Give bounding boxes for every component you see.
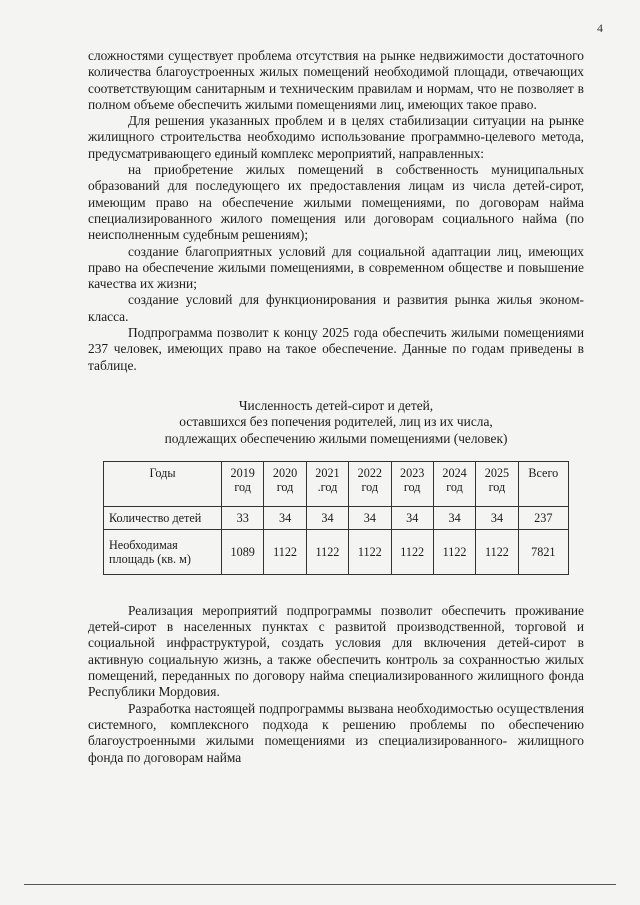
table-row-required-area <box>104 529 569 574</box>
paragraph-1: сложностями существует проблема отсутствия на рынке недвижимости достаточного количества благоустроенных жилых помещений необходимой площади, отвечающих соответствующим санитарным и техническим правилам и нормам, что не позволяет в полном объеме обеспечить жилыми помещениями лиц, имеющих такое право. <box>88 48 584 112</box>
page-bottom-rule <box>24 884 616 885</box>
header-years-label: Годы <box>104 461 222 506</box>
header-year-2024: 2024 год <box>433 461 475 506</box>
header-year-2020: 2020 год <box>264 461 306 506</box>
table-row-children-count <box>104 506 569 529</box>
table-cell: 33 <box>222 506 264 529</box>
table-cell: 1122 <box>391 529 433 574</box>
row-label: Необходимая площадь (кв. м) <box>104 529 222 574</box>
table-cell: 1122 <box>349 529 391 574</box>
paragraph-6: Подпрограмма позволит к концу 2025 года обеспечить жилыми помещениями 237 человек, имеющих право на такое обеспечение. Данные по годам приведены в таблице. <box>88 325 584 373</box>
table-cell: 34 <box>306 506 348 529</box>
data-table <box>103 461 569 575</box>
table-cell: 1122 <box>306 529 348 574</box>
paragraph-2: Для решения указанных проблем и в целях стабилизации ситуации на рынке жилищного строительства необходимо использование программно-целевого метода, предусматривающего единый комплекс мероприятий, направленных: <box>88 113 584 161</box>
table-cell: 1122 <box>264 529 306 574</box>
header-year-2023: 2023 год <box>391 461 433 506</box>
page-number: 4 <box>597 21 603 35</box>
header-year-2021: 2021 .год <box>306 461 348 506</box>
table-cell: 34 <box>476 506 518 529</box>
paragraph-5: создание условий для функционирования и развития рынка жилья эконом-класса. <box>88 292 584 324</box>
paragraph-8: Разработка настоящей подпрограммы вызвана необходимостью осуществления системного, комплексного подхода к решению проблемы по обеспечению благоустроенными жилыми помещениями из специализированного- жилищного фонда по договорам найма <box>88 700 584 765</box>
header-year-2019: 2019 год <box>222 461 264 506</box>
table-cell: 34 <box>433 506 475 529</box>
table-cell: 34 <box>391 506 433 529</box>
header-total: Всего <box>518 461 568 506</box>
document-body <box>88 48 584 766</box>
paragraph-7: Реализация мероприятий подпрограммы позволит обеспечить проживание детей-сирот в населенных пунктах с развитой производственной, торговой и социальной инфраструктурой, создать условия для включения детей-сирот в активную социальную жизнь, а также обеспечить контроль за сохранностью жилых помещений, переданных по договору найма специализированного жилищного фонда Республики Мордовия. <box>88 602 584 700</box>
table-cell-total: 237 <box>518 506 568 529</box>
table-cell: 34 <box>349 506 391 529</box>
table-cell: 1122 <box>476 529 518 574</box>
table-header-row <box>104 461 569 506</box>
paragraph-3: на приобретение жилых помещений в собственность муниципальных образований для последующего их предоставления лицам из числа детей-сирот, имеющим право на обеспечение жилыми помещениями, по договорам найма специализированного жилого помещения или договорам социального найма (по неисполненным судебным решениям); <box>88 162 584 243</box>
table-cell: 34 <box>264 506 306 529</box>
row-label: Количество детей <box>104 506 222 529</box>
paragraph-4: создание благоприятных условий для социальной адаптации лиц, имеющих право на обеспечение жилыми помещениями, в современном обществе и повышение качества их жизни; <box>88 243 584 292</box>
header-year-2025: 2025 год <box>476 461 518 506</box>
table-title-line-3: подлежащих обеспечению жилыми помещениями (человек) <box>164 430 508 446</box>
table-title-line-1: Численность детей-сирот и детей, <box>238 397 434 413</box>
table-title-line-2: оставшихся без попечения родителей, лиц из их числа, <box>179 414 493 430</box>
table-cell: 1122 <box>433 529 475 574</box>
header-year-2022: 2022 год <box>349 461 391 506</box>
table-cell-total: 7821 <box>518 529 568 574</box>
table-cell: 1089 <box>222 529 264 574</box>
table-title <box>88 398 584 447</box>
